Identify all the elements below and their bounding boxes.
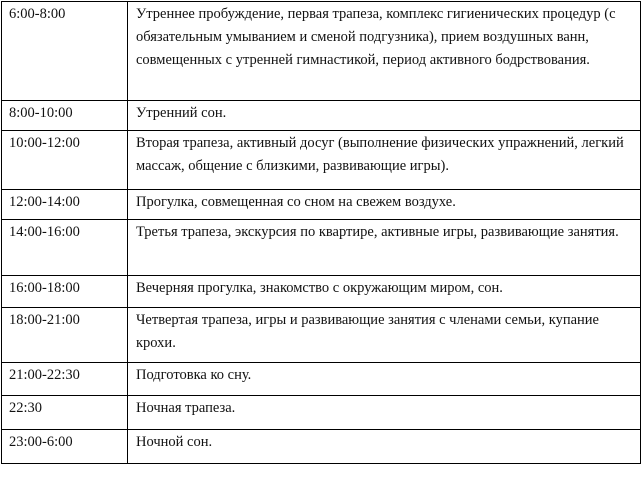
activity-cell: Ночной сон. bbox=[128, 430, 641, 464]
time-cell: 14:00-16:00 bbox=[2, 220, 128, 276]
time-cell: 6:00-8:00 bbox=[2, 2, 128, 101]
time-cell: 8:00-10:00 bbox=[2, 101, 128, 131]
activity-cell: Утренний сон. bbox=[128, 101, 641, 131]
activity-cell: Вторая трапеза, активный досуг (выполнение физических упражнений, легкий массаж, общение с близкими, развивающие игры). bbox=[128, 131, 641, 190]
activity-cell: Ночная трапеза. bbox=[128, 396, 641, 430]
time-cell: 22:30 bbox=[2, 396, 128, 430]
activity-cell: Подготовка ко сну. bbox=[128, 363, 641, 396]
table-row bbox=[2, 308, 641, 363]
activity-cell: Третья трапеза, экскурсия по квартире, активные игры, развивающие занятия. bbox=[128, 220, 641, 276]
time-cell: 18:00-21:00 bbox=[2, 308, 128, 363]
table-row bbox=[2, 2, 641, 101]
schedule-table bbox=[1, 1, 641, 464]
table-row bbox=[2, 430, 641, 464]
table-row bbox=[2, 131, 641, 190]
time-cell: 10:00-12:00 bbox=[2, 131, 128, 190]
time-cell: 16:00-18:00 bbox=[2, 276, 128, 308]
table-row bbox=[2, 101, 641, 131]
table-row bbox=[2, 190, 641, 220]
time-cell: 12:00-14:00 bbox=[2, 190, 128, 220]
time-cell: 23:00-6:00 bbox=[2, 430, 128, 464]
table-row bbox=[2, 220, 641, 276]
table-row bbox=[2, 396, 641, 430]
activity-cell: Вечерняя прогулка, знакомство с окружающим миром, сон. bbox=[128, 276, 641, 308]
schedule-body bbox=[2, 2, 641, 464]
table-row bbox=[2, 363, 641, 396]
activity-cell: Прогулка, совмещенная со сном на свежем воздухе. bbox=[128, 190, 641, 220]
time-cell: 21:00-22:30 bbox=[2, 363, 128, 396]
activity-cell: Утреннее пробуждение, первая трапеза, комплекс гигиенических процедур (с обязательным умыванием и сменой подгузника), прием воздушных ванн, совмещенных с утренней гимнастикой, период активного бодрствования. bbox=[128, 2, 641, 101]
activity-cell: Четвертая трапеза, игры и развивающие занятия с членами семьи, купание крохи. bbox=[128, 308, 641, 363]
table-row bbox=[2, 276, 641, 308]
